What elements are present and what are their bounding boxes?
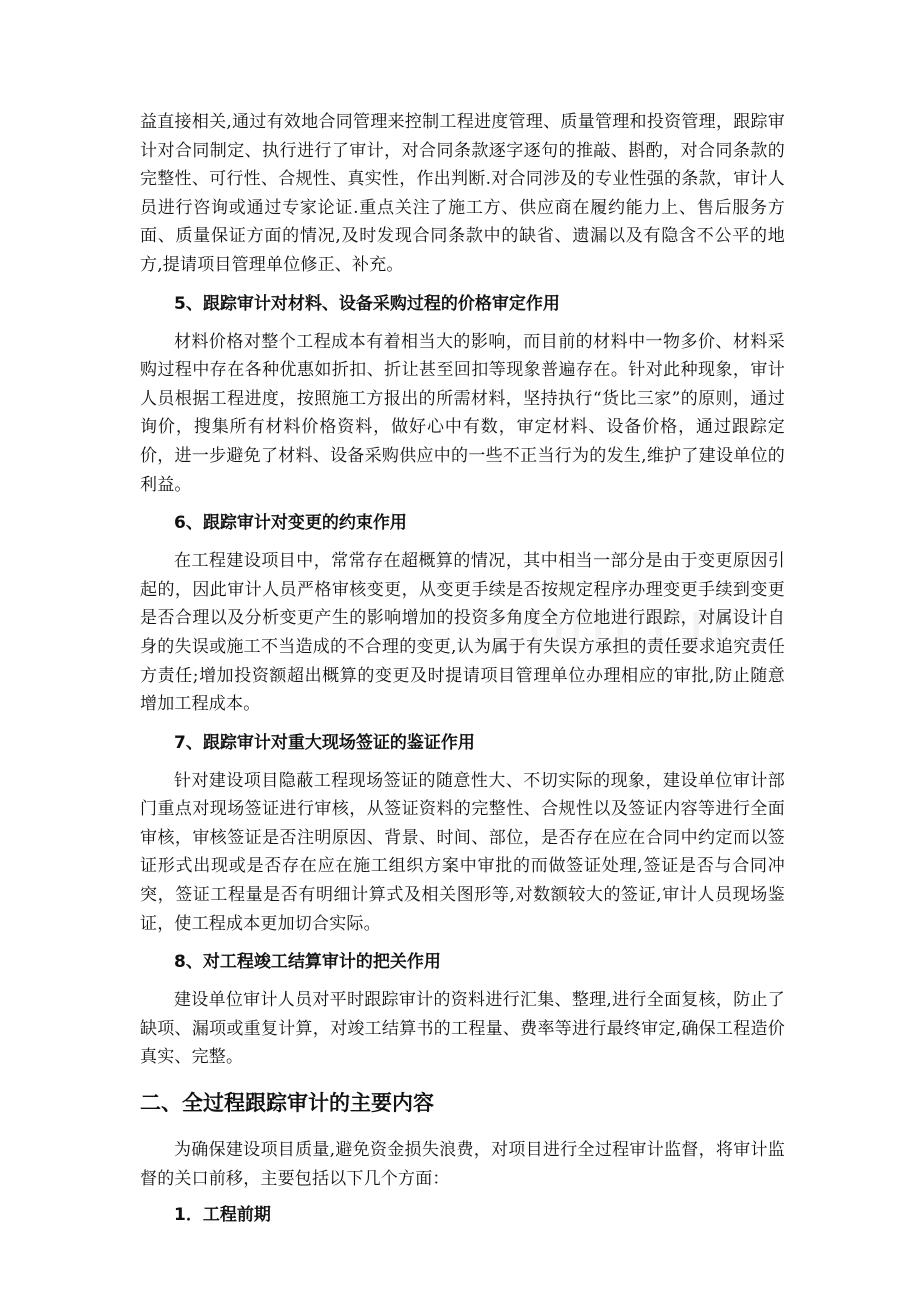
section-heading-5: 5、跟踪审计对材料、设备采购过程的价格审定作用 — [174, 293, 560, 314]
section-body-8: 建设单位审计人员对平时跟踪审计的资料进行汇集、整理,进行全面复核，防止了缺项、漏项或重复计算，对竣工结算书的工程量、费率等进行最终审定,确保工程造价真实、完整。 — [140, 990, 785, 1068]
section-heading-8: 8、对工程竣工结算审计的把关作用 — [174, 952, 441, 973]
chapter-subheading: 1．工程前期 — [174, 1205, 271, 1226]
intro-paragraph: 益直接相关,通过有效地合同管理来控制工程进度管理、质量管理和投资管理，跟踪审计对合同制定、执行进行了审计，对合同条款逐字逐句的推敲、斟酌，对合同条款的完整性、可行性、合规性、真实性，作出判断.对合同涉及的专业性强的条款，审计人员进行咨询或通过专家论证.重点关注了施工方、供应商在履约能力上、售后服务方面、质量保证方面的情况,及时发现合同条款中的缺省、遗漏以及有隐含不公平的地方,提请项目管理单位修正、补充。 — [140, 112, 785, 275]
section-body-7: 针对建设项目隐蔽工程现场签证的随意性大、不切实际的现象，建设单位审计部门重点对现场签证进行审核，从签证资料的完整性、合规性以及签证内容等进行全面审核，审核签证是否注明原因、背景、时间、部位，是否存在应在合同中约定而以签证形式出现或是否存在应在施工组织方案中审批的而做签证处理,签证是否与合同冲突，签证工程量是否有明细计算式及相关图形等,对数额较大的签证,审计人员现场鉴证，使工程成本更加切合实际。 — [140, 770, 785, 934]
section-body-5: 材料价格对整个工程成本有着相当大的影响，而目前的材料中一物多价、材料采购过程中存在各种优惠如折扣、折让甚至回扣等现象普遍存在。针对此种现象，审计人员根据工程进度，按照施工方报出的所需材料，坚持执行“货比三家”的原则，通过询价，搜集所有材料价格资料，做好心中有数，审定材料、设备价格，通过跟踪定价，进一步避免了材料、设备采购供应中的一些不正当行为的发生,维护了建设单位的利益。 — [140, 331, 785, 495]
chapter-heading: 二、全过程跟踪审计的主要内容 — [140, 1091, 434, 1116]
section-body-6: 在工程建设项目中，常常存在超概算的情况，其中相当一部分是由于变更原因引起的，因此审计人员严格审核变更，从变更手续是否按规定程序办理变更手续到变更是否合理以及分析变更产生的影响增加的投资多角度全方位地进行跟踪，对属设计自身的失误或施工不当造成的不合理的变更,认为属于有失误方承担的责任要求追究责任方责任;增加投资额超出概算的变更及时提请项目管理单位办理相应的审批,防止随意增加工程成本。 — [140, 551, 785, 715]
section-heading-6: 6、跟踪审计对变更的约束作用 — [174, 513, 407, 534]
document-page — [140, 108, 785, 1239]
section-heading-7: 7、跟踪审计对重大现场签证的鉴证作用 — [174, 732, 475, 753]
chapter-body: 为确保建设项目质量,避免资金损失浪费，对项目进行全过程审计监督，将审计监督的关口前移，主要包括以下几个方面： — [140, 1140, 785, 1189]
